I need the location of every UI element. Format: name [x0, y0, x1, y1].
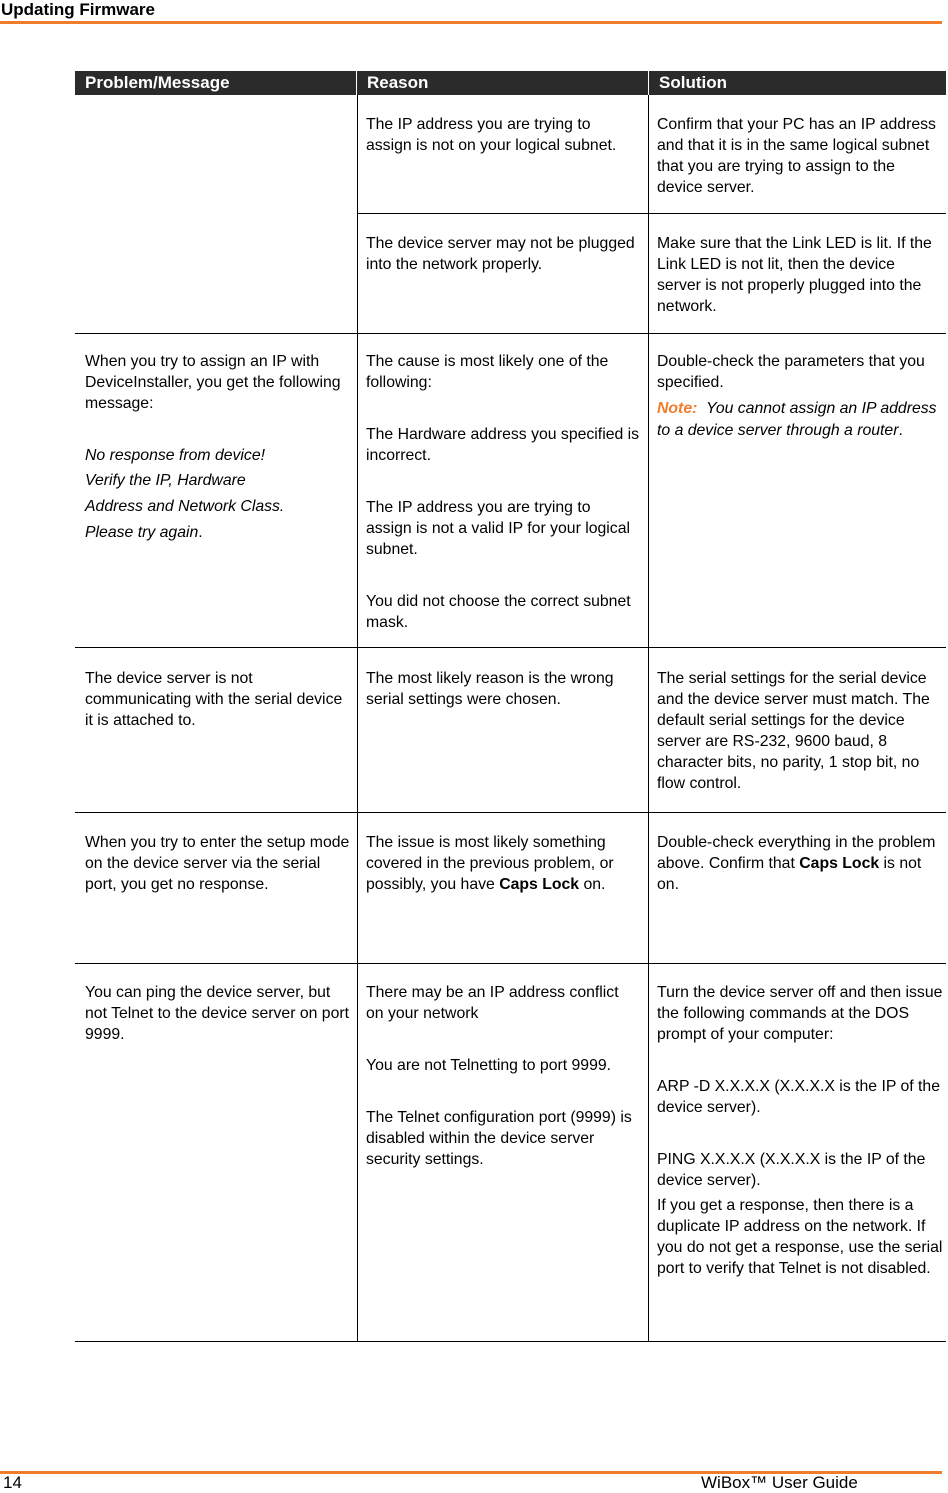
page-header-title: Updating Firmware — [1, 0, 155, 19]
column-header-reason: Reason — [357, 71, 648, 95]
solution-cell: Make sure that the Link LED is lit. If the Link LED is not lit, then the device server is not properly plugged into the network. — [657, 235, 932, 315]
reason-cell: The IP address you are trying to assign is not on your logical subnet. — [366, 116, 617, 154]
problem-cell: You can ping the device server, but not Telnet to the device server on port 9999. — [85, 984, 350, 1043]
row-divider — [357, 213, 946, 214]
page-number: 14 — [3, 1473, 22, 1492]
column-header-solution: Solution — [649, 71, 946, 95]
reason-cell: The most likely reason is the wrong serial settings were chosen. — [366, 670, 614, 708]
solution-cell: Confirm that your PC has an IP address and that it is in the same logical subnet that you are trying to assign to the device server. — [657, 116, 936, 196]
solution-cell: Double-check everything in the problem above. Confirm that Caps Lock is not on. — [657, 834, 936, 893]
problem-cell: When you try to assign an IP with DeviceInstaller, you get the following message: No response from device! Verify the IP, Hardware Address and Network Class. Please try again. — [85, 353, 341, 541]
column-header-problem: Problem/Message — [75, 71, 356, 95]
reason-cell: The device server may not be plugged into the network properly. — [366, 235, 635, 273]
note-label: Note: — [657, 400, 698, 417]
row-divider — [75, 1341, 946, 1342]
row-divider — [75, 647, 946, 648]
row-divider — [75, 812, 946, 813]
row-divider — [75, 333, 946, 334]
column-divider — [648, 95, 649, 1342]
problem-cell: The device server is not communicating with the serial device it is attached to. — [85, 670, 343, 729]
reason-cell: There may be an IP address conflict on your network You are not Telnetting to port 9999. The Telnet configuration port (9999) is disabled within the device server security settings. — [366, 984, 632, 1168]
reason-cell: The issue is most likely something covered in the previous problem, or possibly, you have Caps Lock on. — [366, 834, 614, 893]
problem-cell: When you try to enter the setup mode on the device server via the serial port, you get no response. — [85, 834, 350, 893]
row-divider — [75, 963, 946, 964]
solution-cell: The serial settings for the serial device and the device server must match. The default serial settings for the device server are RS-232, 9600 baud, 8 character bits, no parity, 1 stop bit, no flow control. — [657, 670, 930, 792]
reason-cell: The cause is most likely one of the following: The Hardware address you specified is incorrect. The IP address you are trying to assign is not a valid IP for your logical subnet. You did not choose the correct subnet mask. — [366, 353, 640, 631]
column-divider — [357, 95, 358, 1342]
guide-title: WiBox™ User Guide — [701, 1473, 858, 1492]
solution-cell: Double-check the parameters that you specified. Note: You cannot assign an IP address to a device server through a router. — [657, 353, 937, 439]
solution-cell: Turn the device server off and then issue the following commands at the DOS prompt of your computer: ARP -D X.X.X.X (X.X.X.X is the IP of the device server). PING X.X.X.X (X.X.X.X is the IP of the device server). If you get a response, then there is a duplicate IP address on the network. If you do not get a response, use the serial port to verify that Telnet is not disabled. — [657, 984, 943, 1277]
